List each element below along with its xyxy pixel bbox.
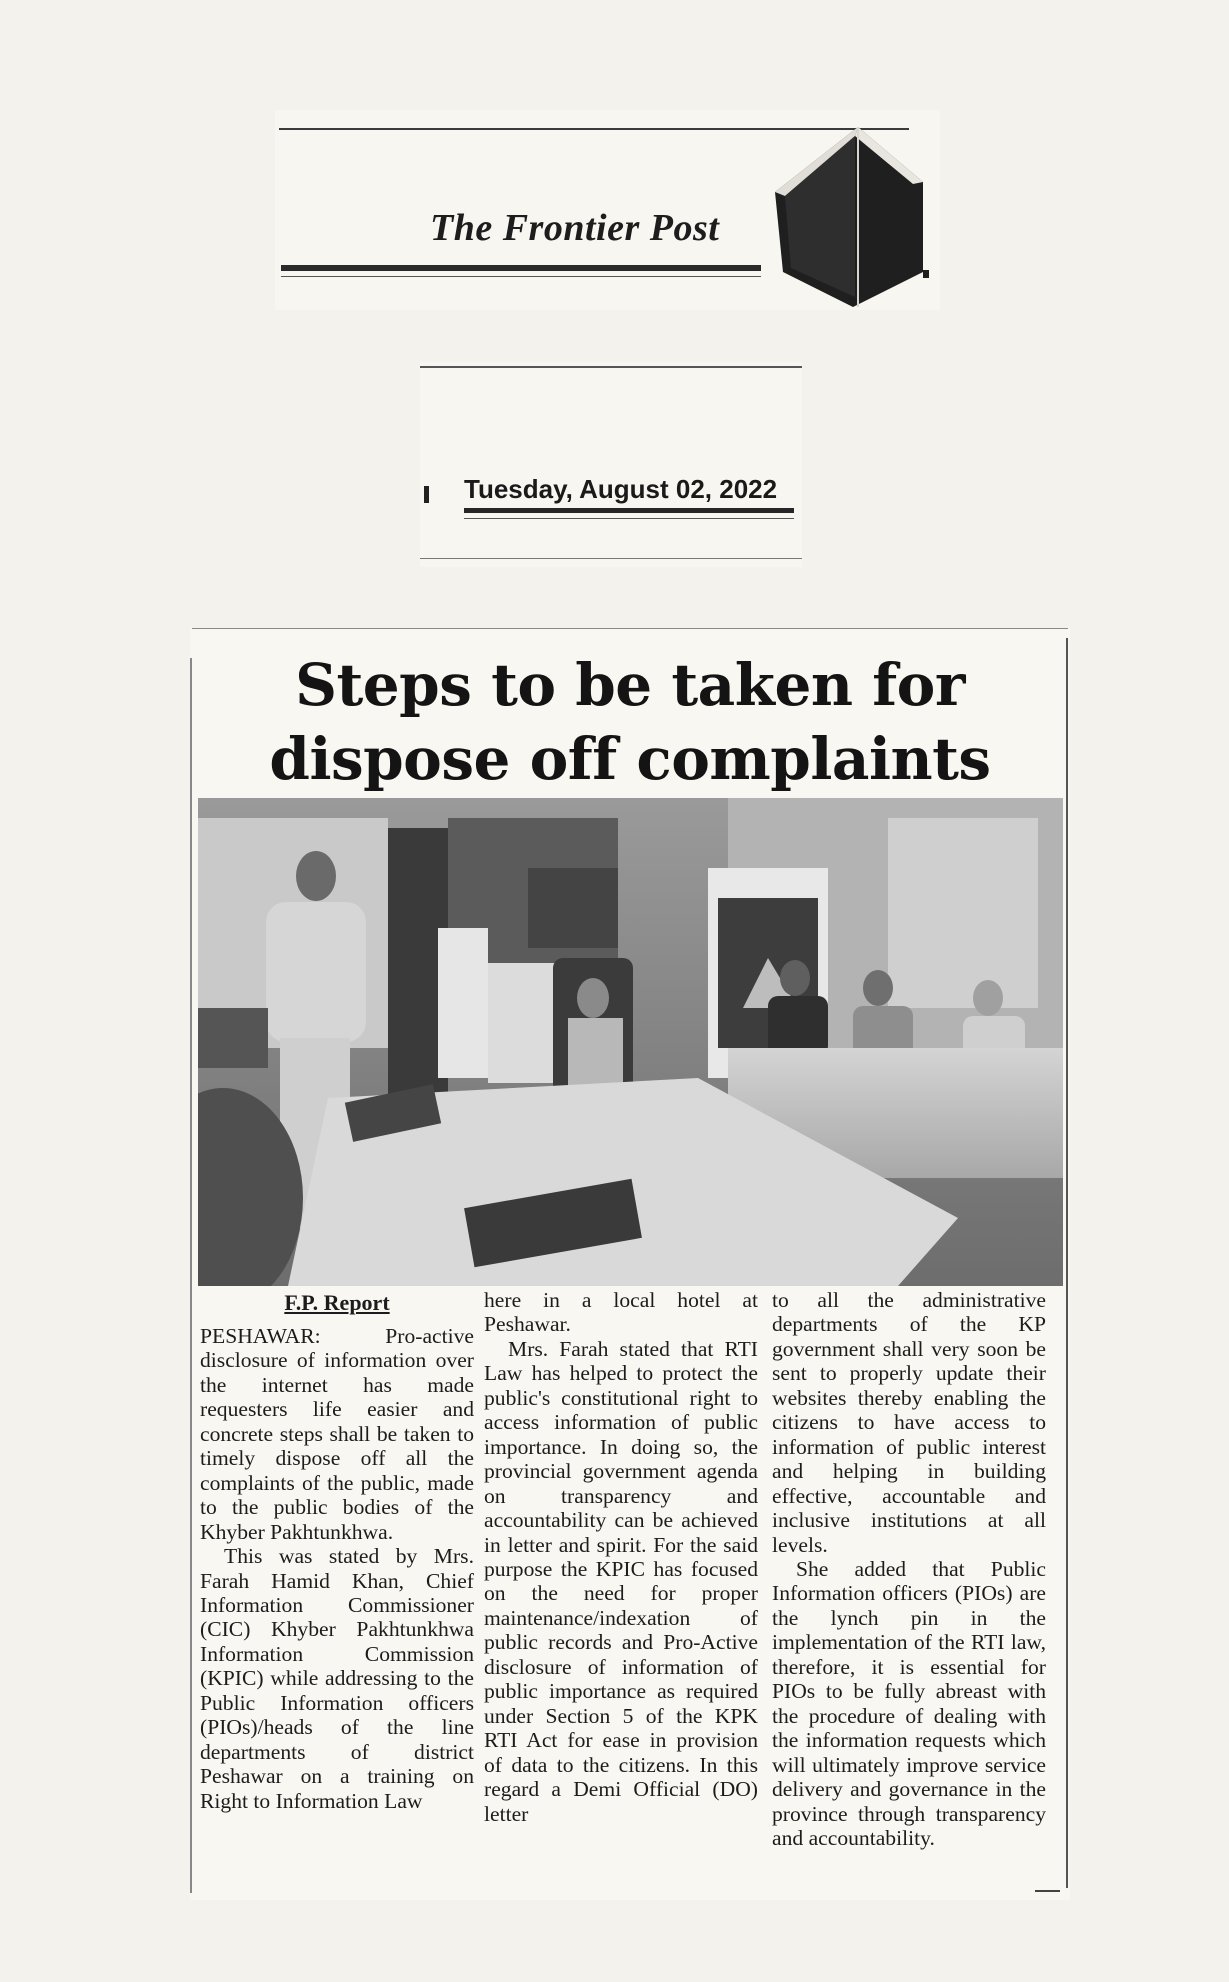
date-bottom-rule — [420, 558, 802, 559]
date-top-rule — [420, 366, 802, 368]
clipping-right-edge — [1066, 638, 1068, 1888]
article-body — [200, 1288, 1062, 1888]
article-end-mark — [1035, 1890, 1060, 1892]
col2-paragraph-2: Mrs. Farah stated that RTI Law has helped to protect the public's constitutional right to access information of public importance. In doing so, the provincial government agenda on transparency and accountability can be achieved in letter and spirit. For the said purpose the KPIC has focused on the need for proper maintenance/indexation of public records and Pro-Active disclosure of information of public importance as required under Section 5 of the KPK RTI Act for ease in provision of data to the citizens. In this regard a Demi Official (DO) letter — [484, 1336, 758, 1826]
date-marker-bar — [424, 486, 429, 503]
publication-date: Tuesday, August 02, 2022 — [464, 474, 778, 504]
article-column-2 — [484, 1288, 758, 1826]
col3-paragraph-2: She added that Public Information officers (PIOs) are the lynch pin in the implementation of the RTI law, therefore, it is essential for PIOs to be fully abreast with the procedure of dealing with the information requests which will ultimately improve service delivery and governance in the province through transparency and accountability. — [772, 1556, 1046, 1850]
article-column-1 — [200, 1288, 474, 1813]
byline-text: F.P. Report — [284, 1290, 390, 1315]
masthead-bottom-thin-rule — [281, 276, 761, 277]
headline-line-2: dispose off complaints — [269, 725, 991, 793]
col1-paragraph-2: This was stated by Mrs. Farah Hamid Khan, Chief Information Commissioner (CIC) Khyber Pakhtunkhwa Information Commission (KPIC) while addressing to the Public Information officers (PIOs)/heads of the line departments of district Peshawar on a training on Right to Information Law — [200, 1544, 474, 1813]
col3-paragraph-1: to all the administrative departments of the KP government shall very soon be sent to properly update their websites thereby enabling the citizens to have access to information of public interest and helping in building effective, accountable and inclusive institutions at all levels. — [772, 1288, 1046, 1557]
headline-line-1: Steps to be taken for — [295, 651, 965, 719]
clipping-top-edge — [192, 628, 1068, 629]
clipping-left-edge — [190, 658, 192, 1893]
col1-paragraph-1: PESHAWAR: Pro-active disclosure of information over the internet has made requesters life easier and concrete steps shall be taken to timely dispose off all the complaints of the public, made to the public bodies of the Khyber Pakhtunkhwa. — [200, 1324, 474, 1544]
newspaper-title: The Frontier Post — [430, 207, 720, 249]
house-logo-icon — [763, 122, 933, 307]
date-thin-rule — [464, 518, 794, 519]
col2-paragraph-1: here in a local hotel at Peshawar. — [484, 1288, 758, 1337]
article-headline — [190, 648, 1070, 796]
article-clipping — [190, 628, 1070, 1900]
masthead-bottom-rule — [281, 265, 761, 271]
article-photo — [198, 798, 1063, 1286]
article-column-3 — [772, 1288, 1046, 1850]
date-thick-rule — [464, 508, 794, 513]
byline — [200, 1290, 474, 1316]
date-clipping — [420, 362, 802, 567]
masthead-clipping — [275, 110, 940, 310]
